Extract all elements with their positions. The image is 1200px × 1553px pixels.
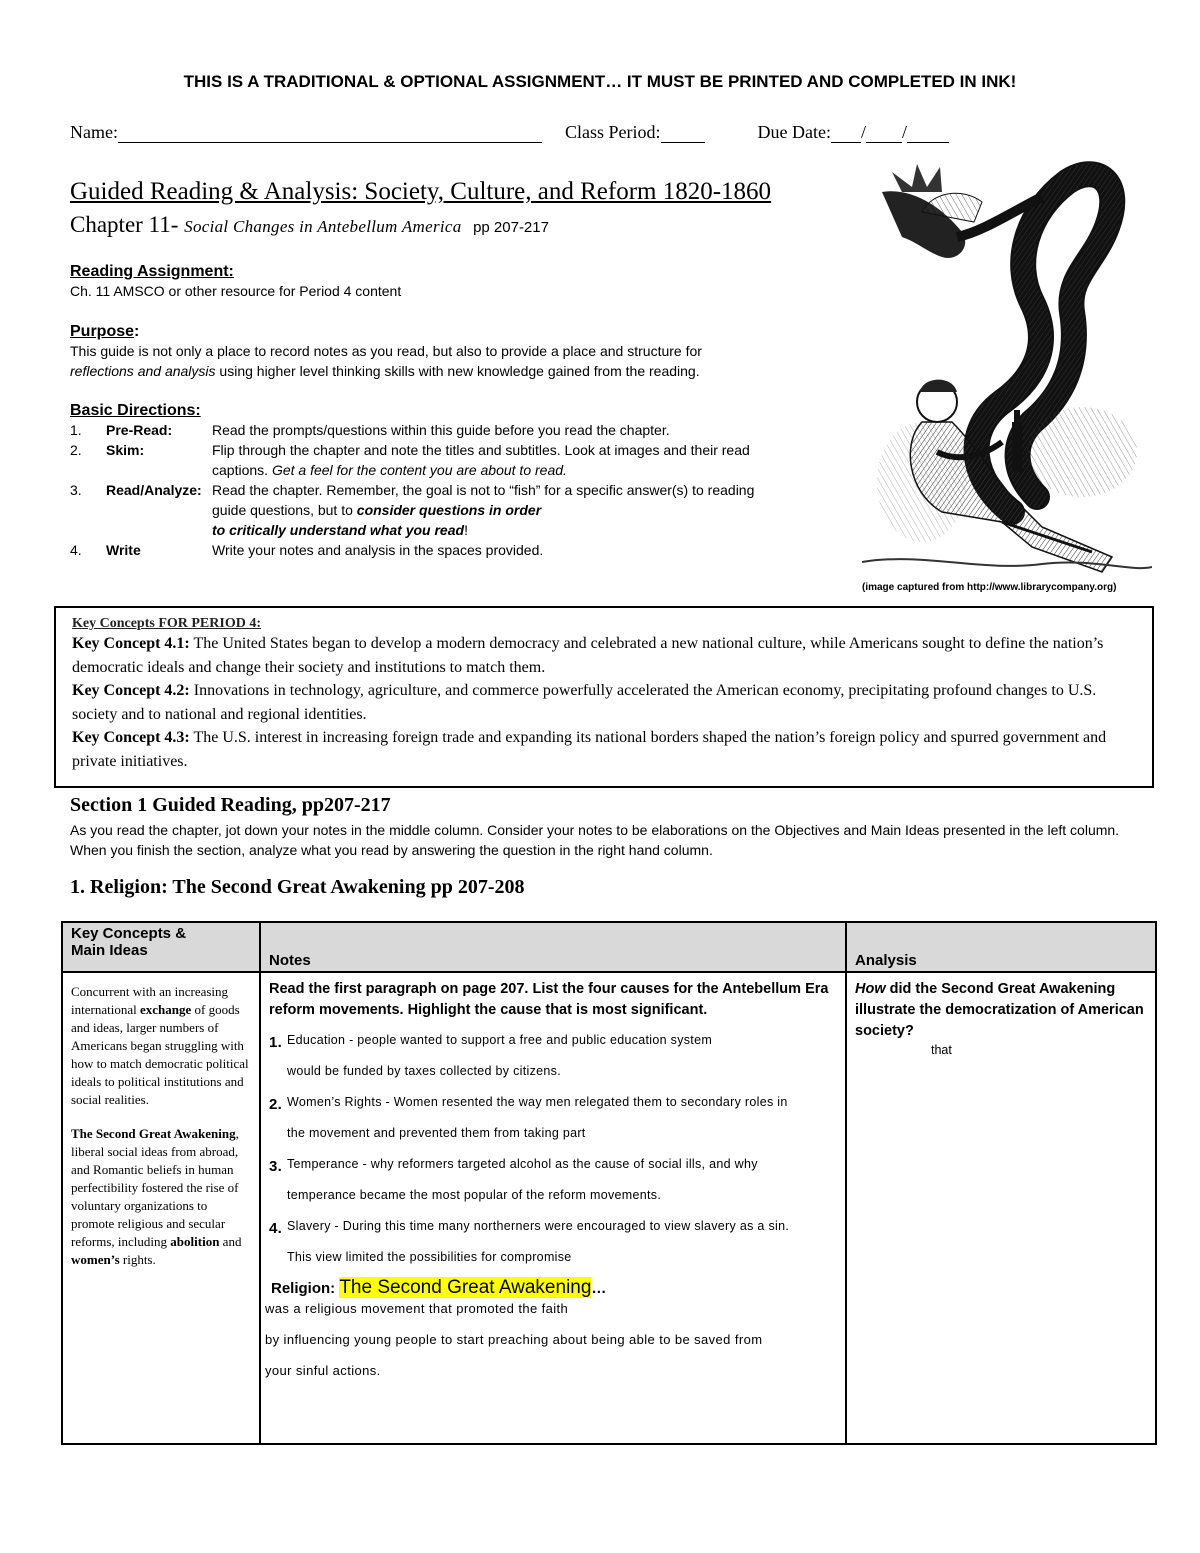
list-item-num: 1. <box>269 1034 283 1051</box>
direction-text: Write your notes and analysis in the spaces provided. <box>212 542 544 558</box>
purpose-text-italic: reflections and analysis <box>70 363 216 379</box>
main-idea-bold: The Second Great Awakening <box>71 1126 236 1141</box>
religion-note-line: your sinful actions. <box>265 1363 381 1378</box>
header-key-concepts-line2: Main Ideas <box>71 942 148 959</box>
direction-text <box>212 480 760 540</box>
reading-assignment-text: Ch. 11 AMSCO or other resource for Period 4 content <box>70 283 402 299</box>
direction-text-italic: Get a feel for the content you are about to read. <box>271 462 567 478</box>
reading-assignment <box>70 263 401 301</box>
analysis-cell[interactable] <box>846 972 1156 1444</box>
analysis-question-text: did the Second Great Awakening illustrate the democratization of American society? <box>855 981 1144 1039</box>
direction-text: Read the prompts/questions within this guide before you read the chapter. <box>212 422 670 438</box>
key-concept-text: Innovations in technology, agriculture, and commerce powerfully accelerated the American economy, precipitating profound changes to U.S. society and to national and regional identities. <box>72 682 1097 723</box>
class-period-field[interactable] <box>661 124 705 143</box>
name-label: Name: <box>70 122 118 142</box>
analysis-question <box>855 979 1147 1042</box>
main-idea-text: rights. <box>119 1252 156 1267</box>
direction-item <box>70 420 760 440</box>
serpent-illustration <box>862 152 1152 582</box>
class-period-label: Class Period: <box>564 122 661 142</box>
main-idea-paragraph-1 <box>71 983 251 1109</box>
table-row <box>62 972 1156 1444</box>
direction-num: 3. <box>70 482 82 498</box>
religion-heading: 1. Religion: The Second Great Awakening pp 207-208 <box>70 876 525 898</box>
purpose-heading: Purpose <box>70 323 135 340</box>
section1-description: As you read the chapter, jot down your notes in the middle column. Consider your notes to be elaborations on the Objectives and Main Ideas presented in the left column. When you finish the section, analyze what you read by answering the question in the right hand column. <box>70 822 1120 858</box>
chapter-label: Chapter 11 <box>70 212 171 237</box>
key-concept-text: The U.S. interest in increasing foreign trade and expanding its national borders shaped the nation’s foreign policy and spurred government and private initiatives. <box>72 729 1107 770</box>
key-concepts-box <box>54 606 1154 788</box>
key-concepts-heading: Key Concepts FOR PERIOD 4: <box>72 616 261 631</box>
assignment-banner: THIS IS A TRADITIONAL & OPTIONAL ASSIGNMENT… IT MUST BE PRINTED AND COMPLETED IN INK! <box>183 72 1017 91</box>
religion-ellipsis: … <box>591 1280 607 1297</box>
direction-label: Write <box>106 542 141 558</box>
key-concept-label: Key Concept 4.1: <box>72 635 190 652</box>
list-item-line1: Temperance - why reformers targeted alcohol as the cause of social ills, and why <box>287 1157 758 1171</box>
list-item <box>269 1149 837 1211</box>
due-sep-2: / <box>901 122 907 142</box>
main-idea-text: and <box>219 1234 242 1249</box>
page-title: Guided Reading & Analysis: Society, Culture, and Reform 1820-1860 <box>70 178 772 205</box>
due-year-field[interactable] <box>907 124 949 143</box>
direction-item <box>70 540 760 560</box>
list-item-line1: Slavery - During this time many northerners were encouraged to view slavery as a sin. <box>287 1219 790 1233</box>
name-line <box>70 122 949 143</box>
due-day-field[interactable] <box>866 124 902 143</box>
list-item <box>269 1025 837 1087</box>
chapter-pages: pp 207-217 <box>473 219 549 236</box>
list-item-num: 4. <box>269 1220 283 1237</box>
direction-label: Pre-Read: <box>106 422 173 438</box>
image-credit: (image captured from http://www.librarycompany.org) <box>862 582 1117 593</box>
due-month-field[interactable] <box>831 124 861 143</box>
list-item-line2: would be funded by taxes collected by citizens. <box>287 1064 561 1078</box>
main-idea-paragraph-2 <box>71 1125 251 1269</box>
purpose-text <box>70 341 770 381</box>
direction-num: 2. <box>70 442 82 458</box>
section1-title: Section 1 Guided Reading, pp207-217 <box>70 794 391 816</box>
main-idea-bold: exchange <box>139 1002 192 1017</box>
list-item-line1: Education - people wanted to support a free and public education system <box>287 1033 713 1047</box>
name-field[interactable] <box>118 124 542 143</box>
religion-note-line: by influencing young people to start preaching about being able to be saved from <box>265 1332 763 1347</box>
header-key-concepts-line1: Key Concepts & <box>71 925 187 942</box>
direction-emphasis-1: consider questions in order <box>356 502 542 518</box>
key-concept-label: Key Concept 4.2: <box>72 682 190 699</box>
list-item-line2: This view limited the possibilities for compromise <box>287 1250 572 1264</box>
chapter-dash: - <box>170 212 185 237</box>
chapter-heading <box>70 212 549 238</box>
main-ideas-cell <box>62 972 260 1444</box>
causes-list <box>269 1025 837 1273</box>
chapter-subtitle: Social Changes in Antebellum America <box>184 217 462 236</box>
due-sep-1: / <box>860 122 866 142</box>
main-idea-text: , liberal social ideas from abroad, and Romantic beliefs in human perfectibility fostered the rise of voluntary organizations to promote religious and secular reforms, including <box>71 1126 239 1249</box>
direction-end: ! <box>464 522 468 538</box>
table-header-row <box>62 922 1156 972</box>
purpose-text-b: using higher level thinking skills with new knowledge gained from the reading. <box>215 363 700 379</box>
direction-text <box>212 440 760 480</box>
directions-block <box>70 402 760 560</box>
key-concept-label: Key Concept 4.3: <box>72 729 190 746</box>
direction-item <box>70 440 760 480</box>
key-concept-text: The United States began to develop a modern democracy and celebrated a new national culture, while Americans sought to define the nation’s democratic ideals and change their society and institutions to match them. <box>72 635 1104 676</box>
header-key-concepts <box>62 922 260 972</box>
notes-cell[interactable] <box>260 972 846 1444</box>
direction-emphasis-2: to critically understand what you read <box>212 522 465 538</box>
key-concept-item <box>72 726 1136 773</box>
list-item-line2: temperance became the most popular of the reform movements. <box>287 1188 662 1202</box>
list-item <box>269 1211 837 1273</box>
list-item <box>269 1087 837 1149</box>
religion-note-line: was a religious movement that promoted the faith <box>265 1301 569 1316</box>
list-item-line2: the movement and prevented them from taking part <box>287 1126 586 1140</box>
notes-question: Read the first paragraph on page 207. List the four causes for the Antebellum Era reform movements. Highlight the cause that is most significant. <box>269 981 829 1018</box>
main-idea-bold: women’s <box>71 1252 120 1267</box>
key-concept-item <box>72 679 1136 726</box>
guided-reading-table <box>61 921 1157 1445</box>
directions-heading: Basic Directions: <box>70 402 201 419</box>
main-idea-text: of goods and ideas, larger numbers of Americans began struggling with how to match democratic political ideals to political institutions and social realities. <box>71 1002 249 1107</box>
direction-item <box>70 480 760 540</box>
main-idea-text: Concurrent with an increasing international <box>71 984 229 1017</box>
purpose-block <box>70 323 770 381</box>
religion-note-text <box>265 1293 837 1386</box>
direction-label: Read/Analyze: <box>106 482 202 498</box>
list-item-num: 2. <box>269 1096 283 1113</box>
key-concept-item <box>72 632 1136 679</box>
direction-label: Skim: <box>106 442 145 458</box>
list-item-line1: Women’s Rights - Women resented the way men relegated them to secondary roles in <box>287 1095 788 1109</box>
direction-num: 1. <box>70 422 82 438</box>
direction-num: 4. <box>70 542 82 558</box>
direction-text-main: Read the chapter. Remember, the goal is not to “fish” for a specific answer(s) to reading guide questions, but to <box>212 482 755 518</box>
reading-assignment-heading: Reading Assignment: <box>70 263 234 280</box>
header-analysis: Analysis <box>846 922 1156 972</box>
purpose-colon: : <box>134 323 140 340</box>
due-date-label: Due Date: <box>757 122 831 142</box>
purpose-text-a: This guide is not only a place to record notes as you read, but also to provide a place and structure for <box>70 343 702 359</box>
main-idea-bold: abolition <box>170 1234 220 1249</box>
direction-text-main: Flip through the chapter and note the titles and subtitles. Look at images and their read captions. <box>212 442 750 478</box>
header-notes: Notes <box>260 922 846 972</box>
religion-highlight: The Second Great Awakening <box>339 1277 592 1298</box>
religion-label: Religion: <box>271 1280 340 1297</box>
list-item-num: 3. <box>269 1158 283 1175</box>
analysis-answer: that <box>931 1043 952 1057</box>
analysis-how: How <box>855 981 886 997</box>
